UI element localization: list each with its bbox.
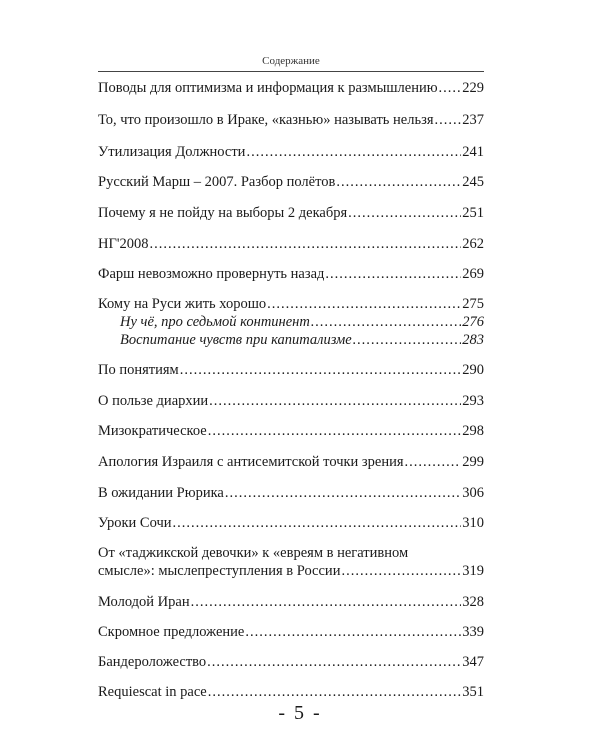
toc-entry[interactable] (98, 392, 484, 410)
dot-leader (439, 79, 462, 97)
toc-entry-page: 299 (462, 454, 484, 470)
toc-entry-title: Мизократическое (98, 423, 207, 439)
dot-leader (434, 111, 461, 129)
toc-subentry[interactable] (120, 331, 484, 349)
dot-leader (180, 361, 462, 379)
toc-entry-page: 275 (462, 296, 484, 312)
toc-entry-title-line2: смысле»: мыслепреступления в России (98, 563, 341, 579)
toc-entry[interactable] (98, 143, 484, 161)
toc-entry[interactable] (98, 422, 484, 440)
toc-entry-title: Утилизация Должности (98, 144, 246, 160)
toc-subentry-page: 276 (462, 314, 484, 330)
toc-entry-page: 290 (462, 362, 484, 378)
toc-subentry-title: Ну чё, про седьмой континент (120, 314, 310, 330)
dot-leader (225, 484, 461, 502)
dot-leader (173, 514, 462, 532)
toc-entry-page: 237 (462, 112, 484, 128)
toc-entry-title: Уроки Сочи (98, 515, 172, 531)
toc-entry[interactable] (98, 683, 484, 701)
toc-entry[interactable] (98, 235, 484, 253)
toc-entry-title: По понятиям (98, 362, 179, 378)
toc-entry-page: 306 (462, 485, 484, 501)
toc-entry[interactable] (98, 514, 484, 532)
toc-entry[interactable] (98, 265, 484, 283)
toc-entry-title: То, что произошло в Ираке, «казнью» называть нельзя (98, 112, 434, 128)
running-head: Содержание (262, 55, 320, 67)
page-number: - 5 - (278, 702, 322, 724)
table-of-contents (98, 0, 484, 750)
toc-entry-page: 298 (462, 423, 484, 439)
dot-leader (267, 295, 461, 313)
toc-entry[interactable] (98, 453, 484, 471)
toc-entry[interactable] (98, 562, 484, 580)
dot-leader (353, 331, 462, 349)
dot-leader (209, 392, 461, 410)
toc-entry-page: 310 (462, 515, 484, 531)
toc-entry[interactable] (98, 204, 484, 222)
toc-entry[interactable] (98, 593, 484, 611)
toc-entry-page: 351 (462, 684, 484, 700)
dot-leader (245, 623, 461, 641)
toc-entry-title: Почему я не пойду на выборы 2 декабря (98, 205, 348, 221)
dot-leader (336, 173, 461, 191)
toc-entry[interactable] (98, 653, 484, 671)
toc-entry[interactable] (98, 295, 484, 313)
toc-entry-page: 241 (462, 144, 484, 160)
toc-entry-title: Фарш невозможно провернуть назад (98, 266, 325, 282)
dot-leader (325, 265, 461, 283)
toc-entry-title: Апология Израиля с антисемитской точки зрения (98, 454, 404, 470)
toc-entry-title: В ожидании Рюрика (98, 485, 224, 501)
toc-subentry-title: Воспитание чувств при капитализме (120, 332, 352, 348)
toc-entry-page: 328 (462, 594, 484, 610)
toc-entry[interactable] (98, 484, 484, 502)
dot-leader (341, 562, 461, 580)
dot-leader (208, 422, 462, 440)
toc-entry-title: Бандероложество (98, 654, 207, 670)
toc-entry-title: Requiescat in pace (98, 684, 207, 700)
dot-leader (149, 235, 461, 253)
dot-leader (348, 204, 461, 222)
dot-leader (207, 653, 461, 671)
toc-entry-page: 269 (462, 266, 484, 282)
toc-entry[interactable] (98, 79, 484, 97)
dot-leader (191, 593, 462, 611)
toc-entry[interactable] (98, 111, 484, 129)
dot-leader (311, 313, 461, 331)
toc-entry-page: 229 (462, 80, 484, 96)
toc-entry-title-line1[interactable]: От «таджикской девочки» к «евреям в негативном (98, 545, 409, 561)
dot-leader (208, 683, 462, 701)
toc-entry-page: 251 (462, 205, 484, 221)
toc-subentry-page: 283 (462, 332, 484, 348)
toc-entry-page: 319 (462, 563, 484, 579)
toc-entry-page: 245 (462, 174, 484, 190)
toc-entry-page: 262 (462, 236, 484, 252)
toc-entry-title: Русский Марш – 2007. Разбор полётов (98, 174, 336, 190)
toc-entry-title: Скромное предложение (98, 624, 245, 640)
toc-entry[interactable] (98, 361, 484, 379)
dot-leader (405, 453, 462, 471)
toc-entry-page: 347 (462, 654, 484, 670)
toc-subentry[interactable] (120, 313, 484, 331)
toc-entry-page: 339 (462, 624, 484, 640)
toc-entry[interactable] (98, 623, 484, 641)
toc-entry-title: НГ'2008 (98, 236, 149, 252)
toc-entry-title: О пользе диархии (98, 393, 209, 409)
dot-leader (246, 143, 461, 161)
toc-entry-title: Молодой Иран (98, 594, 190, 610)
toc-entry-title: Кому на Руси жить хорошо (98, 296, 267, 312)
toc-entry-page: 293 (462, 393, 484, 409)
toc-entry[interactable] (98, 173, 484, 191)
toc-entry-title: Поводы для оптимизма и информация к размышлению (98, 80, 438, 96)
